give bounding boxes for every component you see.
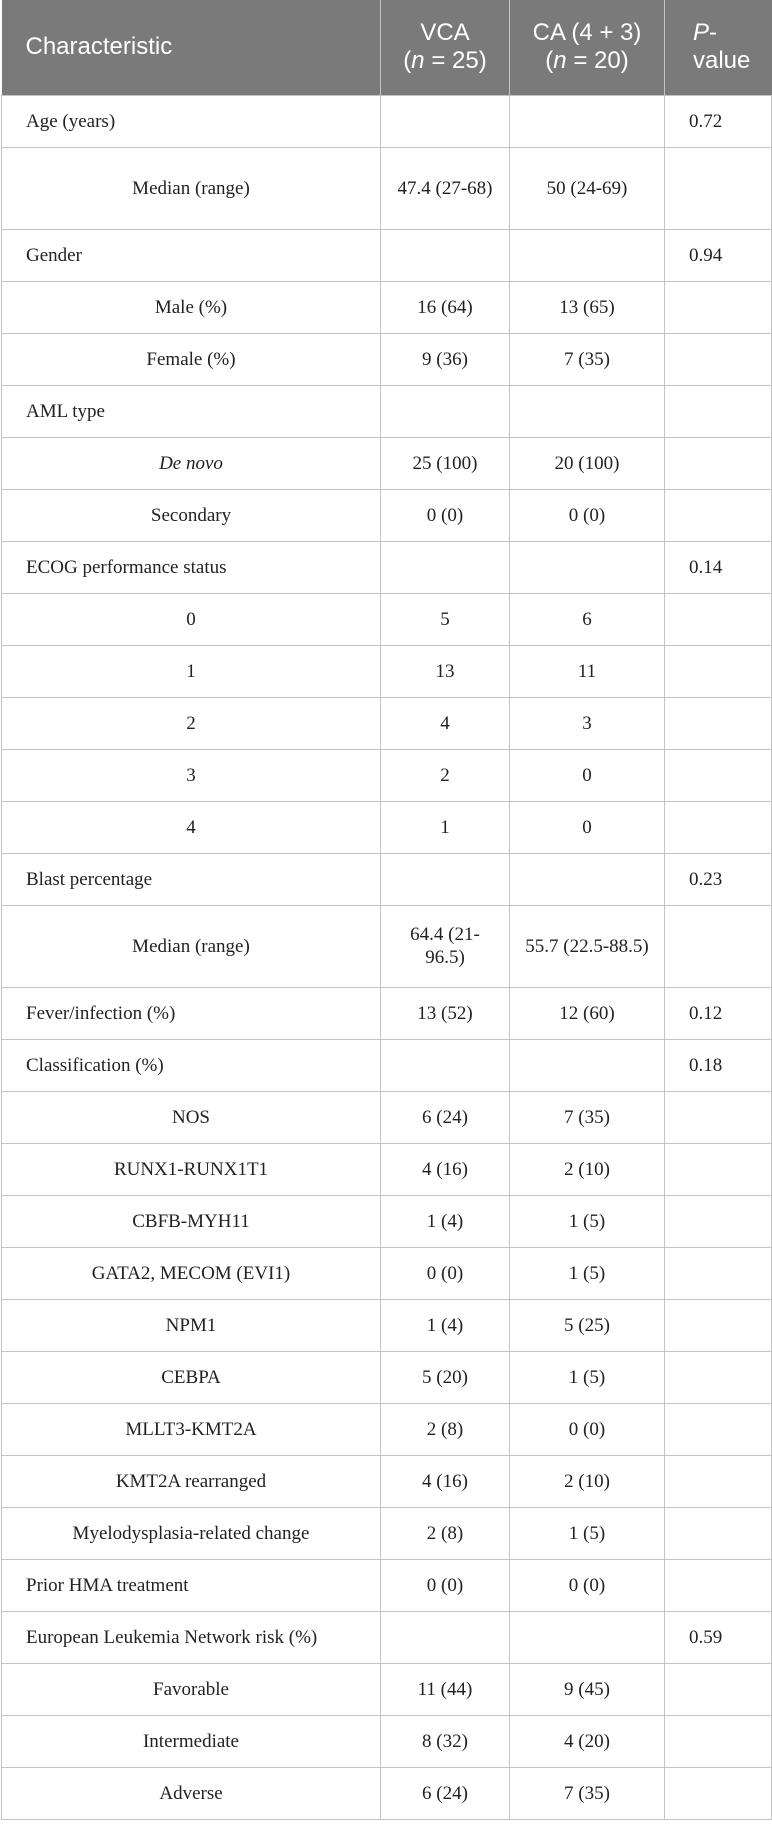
cell-ca-text: 9 (45) [564, 1678, 610, 1700]
cell-ca [510, 281, 665, 333]
cell-ca [510, 1039, 665, 1091]
header-vca-title: VCA [420, 19, 470, 47]
cell-ca-text: 50 (24-69) [546, 177, 628, 199]
table-body [2, 95, 772, 1819]
table-row [2, 333, 772, 385]
row-label-text: Myelodysplasia-related change [72, 1522, 310, 1544]
row-label-text: AML type [26, 400, 105, 422]
cell-vca [381, 1091, 510, 1143]
cell-vca-text: 1 (4) [426, 1314, 464, 1336]
row-label-text: NOS [171, 1106, 210, 1128]
cell-vca [381, 95, 510, 147]
cell-vca [381, 385, 510, 437]
cell-ca [510, 801, 665, 853]
cell-ca [510, 1143, 665, 1195]
table-row [2, 853, 772, 905]
header-pvalue-line1 [693, 19, 762, 47]
table-row [2, 1143, 772, 1195]
header-vca-n-letter: n [411, 47, 425, 75]
cell-pvalue-text: 0.59 [689, 1626, 723, 1648]
cell-ca-text: 7 (35) [564, 1106, 610, 1128]
cell-ca [510, 333, 665, 385]
cell-pvalue-text: 0.12 [689, 1002, 723, 1024]
row-label [2, 385, 381, 437]
row-label-text: ECOG performance status [26, 556, 227, 578]
row-label [2, 1351, 381, 1403]
table-row [2, 1299, 772, 1351]
cell-vca [381, 1611, 510, 1663]
table-row [2, 801, 772, 853]
row-label-text: Blast percentage [26, 868, 153, 890]
cell-vca [381, 987, 510, 1039]
cell-pvalue [665, 333, 772, 385]
cell-ca [510, 229, 665, 281]
header-vca-n: (n = 25) [403, 47, 487, 75]
cell-pvalue [665, 801, 772, 853]
cell-pvalue [665, 489, 772, 541]
row-label-text: De novo [159, 452, 223, 474]
cell-vca [381, 593, 510, 645]
cell-vca-text: 16 (64) [417, 296, 473, 318]
table-row [2, 749, 772, 801]
row-label [2, 1299, 381, 1351]
cell-ca-text: 2 (10) [564, 1470, 610, 1492]
cell-ca [510, 437, 665, 489]
cell-ca [510, 147, 665, 229]
cell-vca [381, 1715, 510, 1767]
cell-vca-text: 0 (0) [426, 1574, 464, 1596]
header-ca-title: CA (4 + 3) [532, 19, 642, 47]
table-row [2, 1039, 772, 1091]
cell-pvalue [665, 229, 772, 281]
cell-vca-text: 64.4 (21-96.5) [410, 924, 480, 968]
cell-vca-text: 2 (8) [426, 1522, 464, 1544]
cell-vca [381, 1195, 510, 1247]
cell-vca-text: 1 [440, 816, 450, 838]
cell-ca [510, 1195, 665, 1247]
cell-vca [381, 1143, 510, 1195]
cell-vca [381, 333, 510, 385]
table-row [2, 281, 772, 333]
cell-pvalue [665, 95, 772, 147]
cell-pvalue [665, 1559, 772, 1611]
table-row [2, 987, 772, 1039]
cell-pvalue [665, 645, 772, 697]
row-label [2, 1611, 381, 1663]
cell-vca-text: 2 (8) [426, 1418, 464, 1440]
cell-ca-text: 0 [582, 816, 592, 838]
cell-vca-text: 2 [440, 764, 450, 786]
cell-pvalue [665, 541, 772, 593]
cell-pvalue [665, 853, 772, 905]
row-label [2, 987, 381, 1039]
cell-ca [510, 853, 665, 905]
cell-vca-text: 4 (16) [422, 1158, 468, 1180]
row-label [2, 853, 381, 905]
cell-ca-text: 3 [582, 712, 592, 734]
cell-vca [381, 1507, 510, 1559]
cell-vca-text: 1 (4) [426, 1210, 464, 1232]
cell-ca [510, 1455, 665, 1507]
cell-pvalue [665, 281, 772, 333]
row-label-text: Prior HMA treatment [26, 1574, 189, 1596]
row-label-text: KMT2A rearranged [115, 1470, 267, 1492]
header-ca-n: (n = 20) [545, 47, 629, 75]
row-label [2, 1455, 381, 1507]
cell-pvalue [665, 1091, 772, 1143]
cell-vca-text: 5 [440, 608, 450, 630]
cell-vca [381, 1403, 510, 1455]
row-label-text: MLLT3-KMT2A [125, 1418, 257, 1440]
cell-ca [510, 1767, 665, 1819]
cell-ca [510, 645, 665, 697]
cell-vca-text: 0 (0) [426, 1262, 464, 1284]
row-label-text: Fever/infection (%) [26, 1002, 176, 1024]
table-row [2, 1247, 772, 1299]
cell-pvalue [665, 1143, 772, 1195]
table-row [2, 1611, 772, 1663]
cell-pvalue [665, 1507, 772, 1559]
cell-vca [381, 1351, 510, 1403]
cell-vca-text: 13 (52) [417, 1002, 473, 1024]
cell-ca [510, 541, 665, 593]
row-label-text: Classification (%) [26, 1054, 164, 1076]
table-row [2, 645, 772, 697]
row-label [2, 541, 381, 593]
row-label-text: RUNX1-RUNX1T1 [113, 1158, 269, 1180]
cell-pvalue [665, 593, 772, 645]
row-label [2, 1143, 381, 1195]
cell-vca [381, 1559, 510, 1611]
cell-vca [381, 853, 510, 905]
cell-ca-text: 5 (25) [564, 1314, 610, 1336]
cell-vca-text: 4 (16) [422, 1470, 468, 1492]
row-label [2, 95, 381, 147]
cell-ca [510, 1247, 665, 1299]
header-ca [510, 0, 665, 95]
cell-ca-text: 0 (0) [568, 504, 606, 526]
header-characteristic-label: Characteristic [25, 33, 173, 61]
cell-ca [510, 1663, 665, 1715]
cell-ca-text: 0 (0) [568, 1574, 606, 1596]
cell-ca [510, 593, 665, 645]
cell-vca-text: 11 (44) [417, 1678, 473, 1700]
table-row [2, 1507, 772, 1559]
row-label-text: NPM1 [165, 1314, 217, 1336]
cell-pvalue [665, 1663, 772, 1715]
row-label [2, 593, 381, 645]
cell-pvalue [665, 147, 772, 229]
table-row [2, 1351, 772, 1403]
cell-ca-text: 13 (65) [559, 296, 615, 318]
header-ca-n-count: = 20) [566, 47, 629, 75]
cell-vca-text: 6 (24) [422, 1782, 468, 1804]
row-label-text: Median (range) [132, 935, 250, 957]
table-row [2, 229, 772, 281]
table-row [2, 437, 772, 489]
table-row [2, 95, 772, 147]
cell-vca [381, 229, 510, 281]
cell-ca-text: 6 [582, 608, 592, 630]
row-label-text: Favorable [153, 1678, 229, 1700]
row-label-text: Median (range) [132, 177, 250, 199]
row-label [2, 489, 381, 541]
cell-ca [510, 1299, 665, 1351]
table-row [2, 697, 772, 749]
cell-ca-text: 4 (20) [564, 1730, 610, 1752]
cell-ca [510, 697, 665, 749]
row-label-text: 3 [186, 764, 196, 786]
cell-pvalue [665, 987, 772, 1039]
cell-vca-text: 4 [440, 712, 450, 734]
cell-pvalue [665, 1195, 772, 1247]
cell-pvalue [665, 1611, 772, 1663]
cell-vca-text: 13 [435, 660, 455, 682]
cell-pvalue [665, 385, 772, 437]
row-label [2, 1767, 381, 1819]
cell-ca [510, 1715, 665, 1767]
row-label [2, 229, 381, 281]
cell-pvalue [665, 1767, 772, 1819]
table-header [2, 0, 772, 95]
cell-ca-text: 7 (35) [564, 348, 610, 370]
cell-ca [510, 749, 665, 801]
row-label [2, 1715, 381, 1767]
cell-ca [510, 1611, 665, 1663]
cell-pvalue-text: 0.14 [689, 556, 723, 578]
cell-vca [381, 281, 510, 333]
cell-vca [381, 1767, 510, 1819]
cell-pvalue [665, 437, 772, 489]
header-pvalue [665, 0, 772, 95]
header-pvalue-line2: value [693, 47, 751, 75]
cell-pvalue [665, 749, 772, 801]
table-row [2, 1455, 772, 1507]
row-label-text: CBFB-MYH11 [132, 1210, 250, 1232]
cell-ca-text: 1 (5) [568, 1366, 606, 1388]
row-label-text: Intermediate [142, 1730, 239, 1752]
row-label-text: GATA2, MECOM (EVI1) [91, 1262, 291, 1284]
cell-pvalue [665, 905, 772, 987]
cell-vca [381, 1039, 510, 1091]
cell-vca [381, 147, 510, 229]
row-label [2, 1559, 381, 1611]
cell-ca-text: 2 (10) [564, 1158, 610, 1180]
header-pvalue-p: P [693, 19, 710, 47]
row-label-text: Gender [26, 244, 82, 266]
cell-pvalue [665, 1351, 772, 1403]
row-label-text: 1 [186, 660, 196, 682]
row-label-text: CEBPA [161, 1366, 221, 1388]
cell-pvalue [665, 1299, 772, 1351]
row-label [2, 1039, 381, 1091]
table-row [2, 1195, 772, 1247]
cell-pvalue-text: 0.94 [689, 244, 723, 266]
cell-ca-text: 12 (60) [559, 1002, 615, 1024]
table-row [2, 1715, 772, 1767]
table-row [2, 593, 772, 645]
row-label-text: Female (%) [146, 348, 236, 370]
cell-ca [510, 1351, 665, 1403]
cell-pvalue [665, 697, 772, 749]
cell-pvalue-text: 0.18 [689, 1054, 723, 1076]
cell-ca [510, 905, 665, 987]
row-label [2, 1195, 381, 1247]
row-label-text: 0 [186, 608, 196, 630]
table-row [2, 147, 772, 229]
cell-vca-text: 8 (32) [422, 1730, 468, 1752]
cell-ca [510, 95, 665, 147]
row-label [2, 1403, 381, 1455]
cell-ca [510, 987, 665, 1039]
cell-ca-text: 1 (5) [568, 1262, 606, 1284]
row-label-text: Adverse [159, 1782, 223, 1804]
header-pvalue-dash: - [709, 19, 718, 47]
cell-ca [510, 385, 665, 437]
cell-ca-text: 0 [582, 764, 592, 786]
header-vca [381, 0, 510, 95]
cell-vca [381, 1299, 510, 1351]
cell-ca [510, 1091, 665, 1143]
cell-ca-text: 11 [577, 660, 597, 682]
row-label [2, 801, 381, 853]
cell-vca-text: 0 (0) [426, 504, 464, 526]
cell-pvalue [665, 1039, 772, 1091]
cell-ca-text: 1 (5) [568, 1210, 606, 1232]
cell-vca-text: 25 (100) [412, 452, 478, 474]
header-ca-n-letter: n [553, 47, 567, 75]
row-label-text: 2 [186, 712, 196, 734]
row-label [2, 645, 381, 697]
table-row [2, 385, 772, 437]
cell-vca-text: 9 (36) [422, 348, 468, 370]
cell-vca [381, 1247, 510, 1299]
header-vca-n-count: = 25) [424, 47, 487, 75]
row-label [2, 333, 381, 385]
cell-ca [510, 1403, 665, 1455]
cell-vca [381, 645, 510, 697]
cell-ca-text: 20 (100) [554, 452, 620, 474]
row-label [2, 437, 381, 489]
row-label [2, 1247, 381, 1299]
cell-pvalue [665, 1247, 772, 1299]
cell-vca-text: 6 (24) [422, 1106, 468, 1128]
row-label [2, 697, 381, 749]
row-label-text: 4 [186, 816, 196, 838]
cell-pvalue [665, 1455, 772, 1507]
cell-pvalue-text: 0.23 [689, 868, 723, 890]
header-row [2, 0, 772, 95]
cell-vca [381, 905, 510, 987]
cell-ca-text: 7 (35) [564, 1782, 610, 1804]
table-row [2, 1559, 772, 1611]
cell-vca-text: 47.4 (27-68) [397, 177, 493, 199]
row-label [2, 1663, 381, 1715]
table-row [2, 541, 772, 593]
cell-vca [381, 1455, 510, 1507]
table-row [2, 1663, 772, 1715]
table-row [2, 1767, 772, 1819]
row-label-text: European Leukemia Network risk (%) [26, 1626, 318, 1648]
cell-pvalue [665, 1403, 772, 1455]
row-label [2, 1507, 381, 1559]
cell-vca [381, 1663, 510, 1715]
row-label-text: Secondary [150, 504, 232, 526]
cell-ca [510, 1559, 665, 1611]
cell-vca [381, 749, 510, 801]
characteristics-table [1, 0, 772, 1820]
header-characteristic [2, 0, 381, 95]
cell-vca-text: 5 (20) [422, 1366, 468, 1388]
table-row [2, 1091, 772, 1143]
cell-vca [381, 437, 510, 489]
cell-vca [381, 801, 510, 853]
cell-vca [381, 489, 510, 541]
row-label [2, 749, 381, 801]
cell-pvalue-text: 0.72 [689, 110, 723, 132]
cell-ca-text: 55.7 (22.5-88.5) [525, 935, 649, 957]
row-label [2, 1091, 381, 1143]
cell-ca [510, 1507, 665, 1559]
cell-ca [510, 489, 665, 541]
row-label [2, 281, 381, 333]
row-label-text: Male (%) [154, 296, 228, 318]
table-row [2, 489, 772, 541]
cell-vca [381, 697, 510, 749]
table-row [2, 1403, 772, 1455]
cell-vca [381, 541, 510, 593]
cell-ca-text: 1 (5) [568, 1522, 606, 1544]
table-row [2, 905, 772, 987]
cell-pvalue [665, 1715, 772, 1767]
row-label-text: Age (years) [26, 110, 116, 132]
cell-ca-text: 0 (0) [568, 1418, 606, 1440]
row-label [2, 905, 381, 987]
row-label [2, 147, 381, 229]
